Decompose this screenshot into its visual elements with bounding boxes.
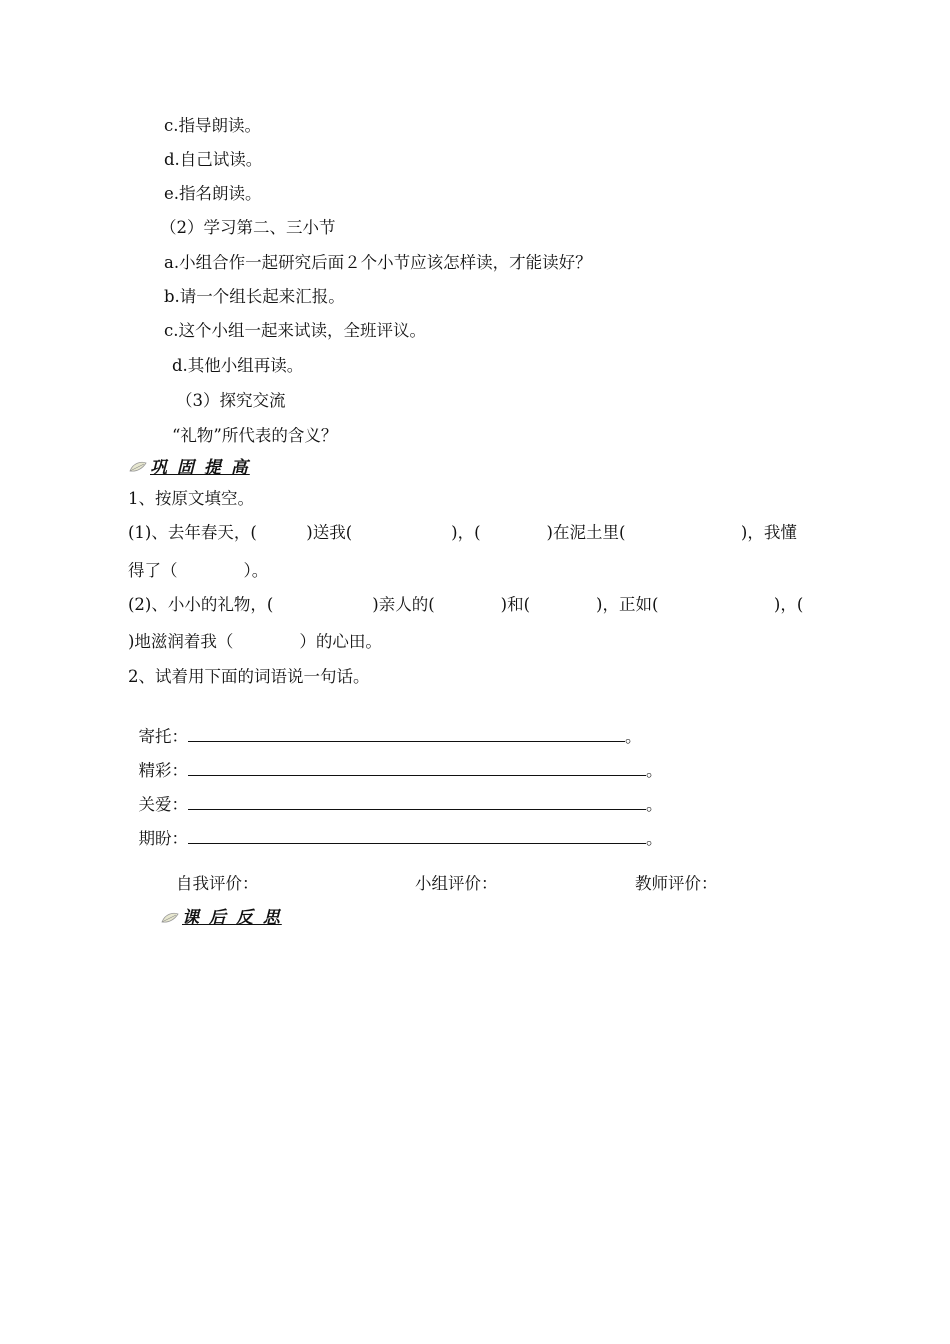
section-heading-reflection: 课 后 反 思 [182, 908, 282, 928]
part2-step-a: a.小组合作一起研究后面２个小节应该怎样读，才能读好？ [164, 253, 592, 272]
exercise1-title: 1、按原文填空。 [128, 489, 254, 508]
part3-title: （3）探究交流 [176, 391, 286, 410]
step-e-named-reading: e.指名朗读。 [164, 184, 262, 203]
group-evaluation-label: 小组评价： [415, 874, 498, 893]
part2-title: （2）学习第二、三小节 [160, 218, 336, 237]
sentence-end: 。 [646, 795, 663, 814]
word-label: 寄托： [138, 727, 188, 746]
self-evaluation-label: 自我评价： [176, 874, 259, 893]
word-label: 期盼： [138, 829, 188, 848]
sentence-end: 。 [625, 727, 642, 746]
exercise1-q2-line1: (2)、小小的礼物，( )亲人的( )和( )，正如( )，( [128, 595, 804, 614]
step-c-guided-reading: c.指导朗读。 [164, 116, 261, 135]
word-label: 精彩： [138, 761, 188, 780]
exercise2-title: 2、试着用下面的词语说一句话。 [128, 667, 370, 686]
sentence-end: 。 [646, 761, 663, 780]
exercise1-q2-line2: )地滋润着我（ ）的心田。 [128, 632, 382, 651]
sentence-row-qipan [128, 805, 663, 850]
exercise1-q1-line1: (1)、去年春天，( )送我( )，( )在泥土里( )，我懂 [128, 523, 797, 542]
teacher-evaluation-label: 教师评价： [635, 874, 718, 893]
answer-blank[interactable] [188, 827, 646, 844]
section-heading-consolidate: 巩 固 提 高 [150, 458, 250, 478]
word-label: 关爱： [138, 795, 188, 814]
leaf-icon [128, 460, 148, 474]
step-d-self-reading: d.自己试读。 [164, 150, 263, 169]
leaf-icon [160, 911, 180, 925]
part2-step-d: d.其他小组再读。 [172, 356, 304, 375]
part3-question: “礼物”所代表的含义？ [172, 426, 338, 445]
exercise1-q1-line2: 得了（ ）。 [128, 561, 269, 580]
sentence-end: 。 [646, 829, 663, 848]
part2-step-b: b.请一个组长起来汇报。 [164, 287, 345, 306]
part2-step-c: c.这个小组一起来试读，全班评议。 [164, 321, 426, 340]
